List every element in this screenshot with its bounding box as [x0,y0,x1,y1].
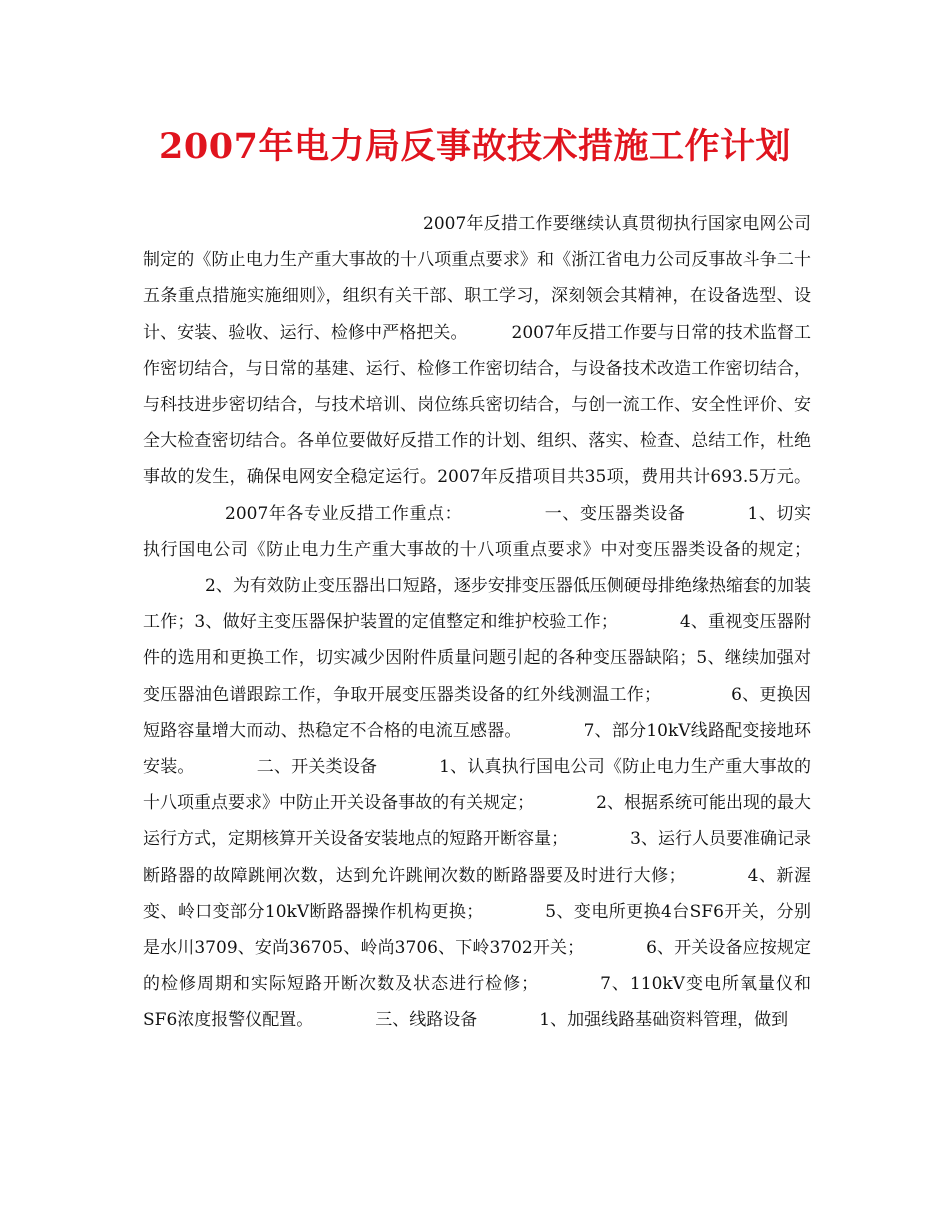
transformer-item-4: 4、重视变压器附件的选用和更换工作，切实减少因附件质量问题引起的各种变压器缺陷； [143,612,811,669]
transformer-item-2: 2、为有效防止变压器出口短路，逐步安排变压器低压侧硬母排绝缘热缩套的加装工作； [143,576,811,633]
transformer-item-3: 3、做好主变压器保护装置的定值整定和维护校验工作； [194,612,618,633]
lines-item-1: 1、加强线路基础资料管理，做到 [539,1010,789,1031]
document-body [143,206,811,1039]
section-heading-transformer: 一、变压器类设备 [544,503,686,524]
section-heading-key-points: 2007年各专业反措工作重点： [225,503,463,524]
transformer-item-1: 1、切实执行国电公司《防止电力生产重大事故的十八项重点要求》中对变压器类设备的规定； [143,503,811,560]
transformer-item-6: 6、更换因短路容量增大而动、热稳定不合格的电流互感器。 [143,684,811,741]
section-heading-switchgear: 二、开关类设备 [256,757,378,778]
switchgear-item-3: 3、运行人员要准确记录断路器的故障跳闸次数，达到允许跳闸次数的断路器要及时进行大修； [143,829,811,886]
paragraph-integration: 2007年反措工作要与日常的技术监督工作密切结合，与日常的基建、运行、检修工作密切结合，与设备技术改造工作密切结合，与科技进步密切结合，与技术培训、岗位练兵密切结合，与创一流工作、安全性评价、安全大检查密切结合。各单位要做好反措工作的计划、组织、落实、检查、总结工作，杜绝事故的发生，确保电网安全稳定运行。2007年反措项目共35项，费用共计693.5万元。 [143,322,812,488]
paragraph-intro: 2007年反措工作要继续认真贯彻执行国家电网公司制定的《防止电力生产重大事故的十八项重点要求》和《浙江省电力公司反事故斗争二十五条重点措施实施细则》，组织有关干部、职工学习，深刻领会其精神，在设备选型、设计、安装、验收、运行、检修中严格把关。 [143,214,811,343]
section-heading-lines: 三、线路设备 [375,1010,478,1031]
document-title: 2007年电力局反事故技术措施工作计划 [159,126,791,167]
transformer-item-7: 7、部分10kV线路配变接地环安装。 [143,720,812,778]
switchgear-item-5: 5、变电所更换4台SF6开关，分别是水川3709、安尚36705、岭尚3706、下岭3702开关； [143,901,811,959]
switchgear-item-6: 6、开关设备应按规定的检修周期和实际短路开断次数及状态进行检修； [143,938,811,995]
transformer-item-5: 5、继续加强对变压器油色谱跟踪工作，争取开展变压器类设备的红外线测温工作； [143,648,811,705]
switchgear-item-1: 1、认真执行国电公司《防止电力生产重大事故的十八项重点要求》中防止开关设备事故的有关规定； [143,757,812,814]
switchgear-item-2: 2、根据系统可能出现的最大运行方式，定期核算开关设备安装地点的短路开断容量； [143,793,812,850]
switchgear-item-7: 7、110kV变电所氧量仪和SF6浓度报警仪配置。 [143,974,811,1031]
switchgear-item-4: 4、新渥变、岭口变部分10kV断路器操作机构更换； [143,865,811,922]
